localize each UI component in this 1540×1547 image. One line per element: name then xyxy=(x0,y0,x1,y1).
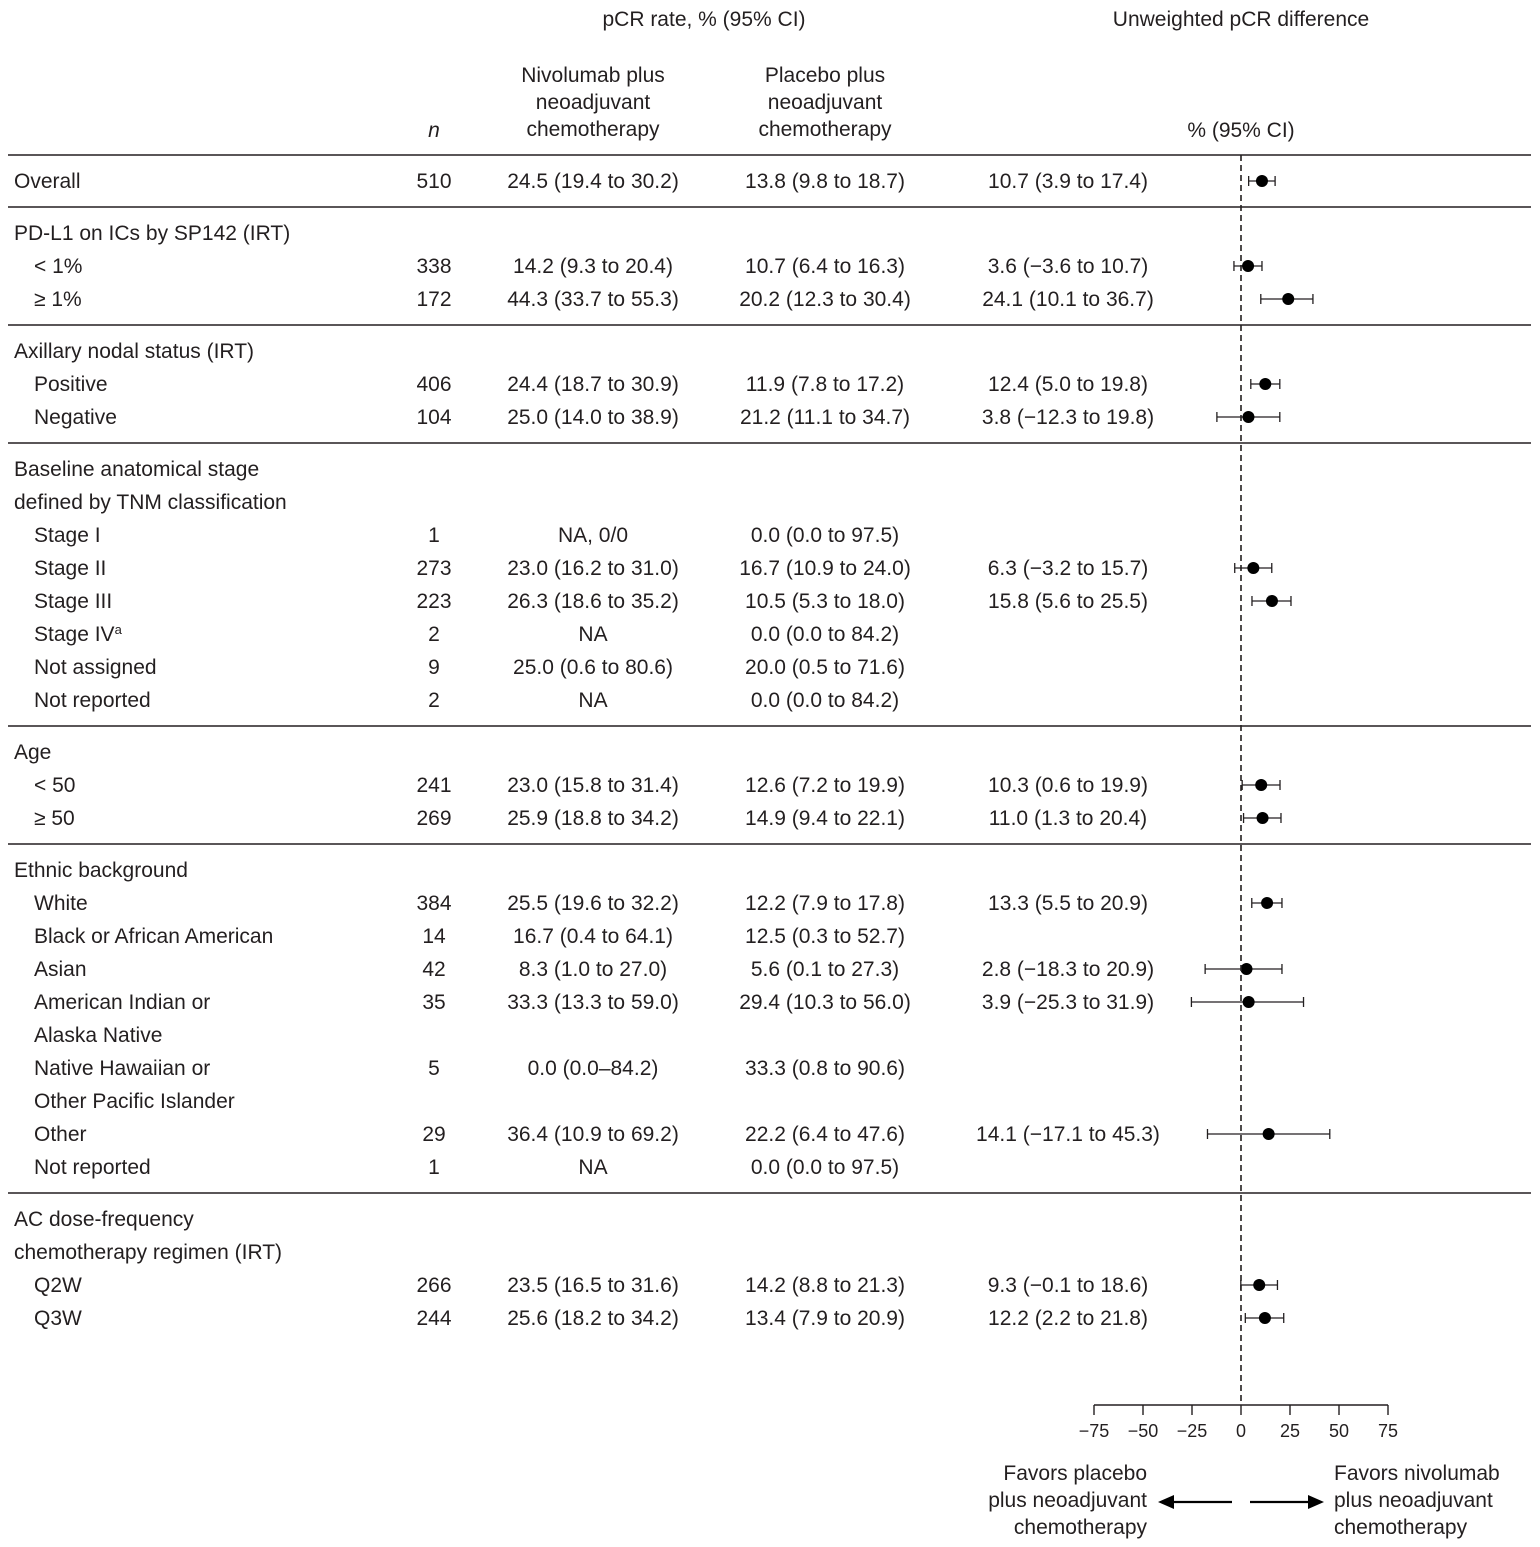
row-placebo-rate: 0.0 (0.0 to 84.2) xyxy=(750,623,900,646)
row-placebo-rate: 14.9 (9.4 to 22.1) xyxy=(745,807,905,830)
row-placebo-rate: 10.7 (6.4 to 16.3) xyxy=(745,255,905,278)
section-title: defined by TNM classification xyxy=(14,491,287,514)
row-n: 35 xyxy=(422,991,446,1014)
row-label: ≥ 1% xyxy=(34,288,82,311)
row-difference: 10.7 (3.9 to 17.4) xyxy=(988,170,1148,193)
row-nivolumab-rate: 25.0 (14.0 to 38.9) xyxy=(507,406,679,429)
row-n: 510 xyxy=(416,170,452,193)
header-nivolumab: neoadjuvant xyxy=(535,91,651,114)
row-nivolumab-rate: 33.3 (13.3 to 59.0) xyxy=(507,991,679,1014)
row-n: 273 xyxy=(416,557,452,580)
row-label: Stage II xyxy=(34,557,107,580)
row-n: 104 xyxy=(416,406,452,429)
row-label: Q3W xyxy=(34,1307,82,1330)
row-placebo-rate: 29.4 (10.3 to 56.0) xyxy=(739,991,911,1014)
row-nivolumab-rate: 44.3 (33.7 to 55.3) xyxy=(507,288,679,311)
row-label: Not reported xyxy=(34,1156,151,1179)
row-nivolumab-rate: 25.5 (19.6 to 32.2) xyxy=(507,892,679,915)
header-nivolumab: Nivolumab plus xyxy=(521,64,665,87)
row-difference: 6.3 (−3.2 to 15.7) xyxy=(987,557,1149,580)
section-title: AC dose-frequency xyxy=(14,1208,194,1231)
row-n: 5 xyxy=(428,1057,440,1080)
row-label: Stage $IV^a$ xyxy=(34,621,122,646)
row-placebo-rate: 16.7 (10.9 to 24.0) xyxy=(739,557,911,580)
row-placebo-rate: 10.5 (5.3 to 18.0) xyxy=(745,590,905,613)
row-nivolumab-rate: 23.5 (16.5 to 31.6) xyxy=(507,1274,679,1297)
row-n: 269 xyxy=(416,807,452,830)
row-n: 244 xyxy=(416,1307,452,1330)
arrow-right-head xyxy=(1308,1495,1324,1509)
row-n: 1 xyxy=(428,1156,440,1179)
row-label: Overall xyxy=(14,170,81,193)
point-estimate xyxy=(1253,1279,1265,1291)
row-label: < 1% xyxy=(34,255,83,278)
row-placebo-rate: 20.0 (0.5 to 71.6) xyxy=(745,656,905,679)
header-pcr-difference: Unweighted pCR difference xyxy=(1112,8,1370,31)
row-nivolumab-rate: 8.3 (1.0 to 27.0) xyxy=(518,958,668,981)
section-title: Axillary nodal status (IRT) xyxy=(14,340,255,363)
row-nivolumab-rate: 25.0 (0.6 to 80.6) xyxy=(513,656,673,679)
row-n: 29 xyxy=(422,1123,446,1146)
row-difference: 15.8 (5.6 to 25.5) xyxy=(988,590,1148,613)
row-label: Not reported xyxy=(34,689,151,712)
point-estimate xyxy=(1256,175,1268,187)
row-placebo-rate: 13.4 (7.9 to 20.9) xyxy=(745,1307,905,1330)
row-label: < 50 xyxy=(34,774,76,797)
row-n: 42 xyxy=(422,958,446,981)
row-placebo-rate: 14.2 (8.8 to 21.3) xyxy=(745,1274,905,1297)
favors-nivolumab-label: plus neoadjuvant xyxy=(1334,1489,1493,1512)
row-nivolumab-rate: NA, 0/0 xyxy=(557,524,629,547)
row-difference: 14.1 (−17.1 to 45.3) xyxy=(976,1123,1160,1146)
row-nivolumab-rate: 23.0 (15.8 to 31.4) xyxy=(507,774,679,797)
x-axis-tick-label: −75 xyxy=(1078,1421,1110,1441)
row-label: Asian xyxy=(34,958,87,981)
x-axis-tick-label: −25 xyxy=(1176,1421,1208,1441)
header-difference-ci: % (95% CI) xyxy=(1187,119,1295,142)
row-n: 14 xyxy=(422,925,446,948)
row-label: American Indian or xyxy=(34,991,211,1014)
row-nivolumab-rate: 14.2 (9.3 to 20.4) xyxy=(513,255,673,278)
row-difference: 13.3 (5.5 to 20.9) xyxy=(988,892,1148,915)
favors-nivolumab-label: Favors nivolumab xyxy=(1334,1462,1500,1485)
point-estimate xyxy=(1266,595,1278,607)
row-nivolumab-rate: 23.0 (16.2 to 31.0) xyxy=(507,557,679,580)
row-nivolumab-rate: 25.9 (18.8 to 34.2) xyxy=(507,807,679,830)
point-estimate xyxy=(1257,812,1269,824)
row-label: Stage I xyxy=(34,524,101,547)
row-nivolumab-rate: 0.0 (0.0–84.2) xyxy=(527,1057,659,1080)
row-label: Stage III xyxy=(34,590,113,613)
section-title: PD-L1 on ICs by SP142 (IRT) xyxy=(14,222,291,245)
row-n: 338 xyxy=(416,255,452,278)
row-n: 384 xyxy=(416,892,452,915)
row-placebo-rate: 21.2 (11.1 to 34.7) xyxy=(739,406,911,429)
row-label-continued: Other Pacific Islander xyxy=(34,1090,235,1113)
favors-nivolumab-label: chemotherapy xyxy=(1334,1516,1468,1539)
row-difference: 2.8 (−18.3 to 20.9) xyxy=(981,958,1155,981)
row-n: 172 xyxy=(416,288,452,311)
row-label: Q2W xyxy=(34,1274,82,1297)
x-axis-tick-label: 75 xyxy=(1377,1421,1399,1441)
row-placebo-rate: 5.6 (0.1 to 27.3) xyxy=(750,958,900,981)
row-placebo-rate: 20.2 (12.3 to 30.4) xyxy=(739,288,911,311)
row-nivolumab-rate: 24.4 (18.7 to 30.9) xyxy=(507,373,679,396)
section-title: Age xyxy=(14,741,52,764)
header-placebo: chemotherapy xyxy=(758,118,892,141)
point-estimate xyxy=(1259,1312,1271,1324)
row-nivolumab-rate: NA xyxy=(578,1156,608,1179)
header-nivolumab: chemotherapy xyxy=(526,118,660,141)
point-estimate xyxy=(1261,897,1273,909)
x-axis-tick-label: 0 xyxy=(1235,1421,1247,1441)
row-n: 241 xyxy=(416,774,452,797)
row-label: White xyxy=(34,892,88,915)
row-placebo-rate: 12.2 (7.9 to 17.8) xyxy=(745,892,905,915)
favors-placebo-label: plus neoadjuvant xyxy=(988,1489,1147,1512)
x-axis-tick-label: 50 xyxy=(1328,1421,1350,1441)
row-label: Other xyxy=(34,1123,87,1146)
point-estimate xyxy=(1282,293,1294,305)
row-placebo-rate: 11.9 (7.8 to 17.2) xyxy=(745,373,905,396)
row-label: Native Hawaiian or xyxy=(34,1057,211,1080)
row-placebo-rate: 12.5 (0.3 to 52.7) xyxy=(745,925,905,948)
row-difference: 12.2 (2.2 to 21.8) xyxy=(988,1307,1148,1330)
row-placebo-rate: 0.0 (0.0 to 97.5) xyxy=(750,1156,900,1179)
row-placebo-rate: 0.0 (0.0 to 97.5) xyxy=(750,524,900,547)
row-label: ≥ 50 xyxy=(34,807,75,830)
row-nivolumab-rate: 16.7 (0.4 to 64.1) xyxy=(513,925,673,948)
row-n: 2 xyxy=(428,689,440,712)
row-n: 223 xyxy=(416,590,452,613)
section-title: Ethnic background xyxy=(14,859,188,882)
row-difference: 11.0 (1.3 to 20.4) xyxy=(988,807,1148,830)
row-nivolumab-rate: 26.3 (18.6 to 35.2) xyxy=(507,590,679,613)
x-axis-tick-label: −50 xyxy=(1127,1421,1159,1441)
row-difference: 9.3 (−0.1 to 18.6) xyxy=(987,1274,1149,1297)
row-n: 2 xyxy=(428,623,440,646)
row-placebo-rate: 22.2 (6.4 to 47.6) xyxy=(745,1123,905,1146)
row-difference: 12.4 (5.0 to 19.8) xyxy=(988,373,1148,396)
row-nivolumab-rate: 25.6 (18.2 to 34.2) xyxy=(507,1307,679,1330)
row-label: Positive xyxy=(34,373,108,396)
section-title: chemotherapy regimen (IRT) xyxy=(14,1241,283,1264)
point-estimate xyxy=(1259,378,1271,390)
row-nivolumab-rate: 36.4 (10.9 to 69.2) xyxy=(507,1123,679,1146)
arrow-left-head xyxy=(1158,1495,1174,1509)
row-placebo-rate: 12.6 (7.2 to 19.9) xyxy=(745,774,905,797)
x-axis-tick-label: 25 xyxy=(1279,1421,1301,1441)
favors-placebo-label: chemotherapy xyxy=(1013,1516,1147,1539)
header-n: n xyxy=(428,119,440,142)
row-n: 1 xyxy=(428,524,440,547)
row-difference: 3.6 (−3.6 to 10.7) xyxy=(987,255,1149,278)
row-n: 406 xyxy=(416,373,452,396)
favors-placebo-label: Favors placebo xyxy=(1003,1462,1147,1485)
header-pcr-rate: pCR rate, % (95% CI) xyxy=(602,8,806,31)
row-difference: 24.1 (10.1 to 36.7) xyxy=(982,288,1154,311)
row-label: Not assigned xyxy=(34,656,157,679)
point-estimate xyxy=(1247,562,1259,574)
row-nivolumab-rate: 24.5 (19.4 to 30.2) xyxy=(507,170,679,193)
point-estimate xyxy=(1263,1128,1275,1140)
point-estimate xyxy=(1240,963,1252,975)
row-n: 266 xyxy=(416,1274,452,1297)
point-estimate xyxy=(1242,411,1254,423)
header-placebo: Placebo plus xyxy=(764,64,886,87)
row-difference: 3.8 (−12.3 to 19.8) xyxy=(981,406,1155,429)
section-title: Baseline anatomical stage xyxy=(14,458,260,481)
row-label: Negative xyxy=(34,406,117,429)
row-placebo-rate: 33.3 (0.8 to 90.6) xyxy=(745,1057,905,1080)
row-difference: 10.3 (0.6 to 19.9) xyxy=(988,774,1148,797)
row-placebo-rate: 0.0 (0.0 to 84.2) xyxy=(750,689,900,712)
header-placebo: neoadjuvant xyxy=(767,91,883,114)
point-estimate xyxy=(1243,996,1255,1008)
footnote-marker: a xyxy=(114,621,122,637)
row-label-continued: Alaska Native xyxy=(34,1024,163,1047)
point-estimate xyxy=(1255,779,1267,791)
row-n: 9 xyxy=(428,656,440,679)
point-estimate xyxy=(1242,260,1254,272)
row-nivolumab-rate: NA xyxy=(578,689,608,712)
row-placebo-rate: 13.8 (9.8 to 18.7) xyxy=(745,170,905,193)
row-difference: 3.9 (−25.3 to 31.9) xyxy=(981,991,1155,1014)
row-nivolumab-rate: NA xyxy=(578,623,608,646)
row-label: Black or African American xyxy=(34,925,274,948)
